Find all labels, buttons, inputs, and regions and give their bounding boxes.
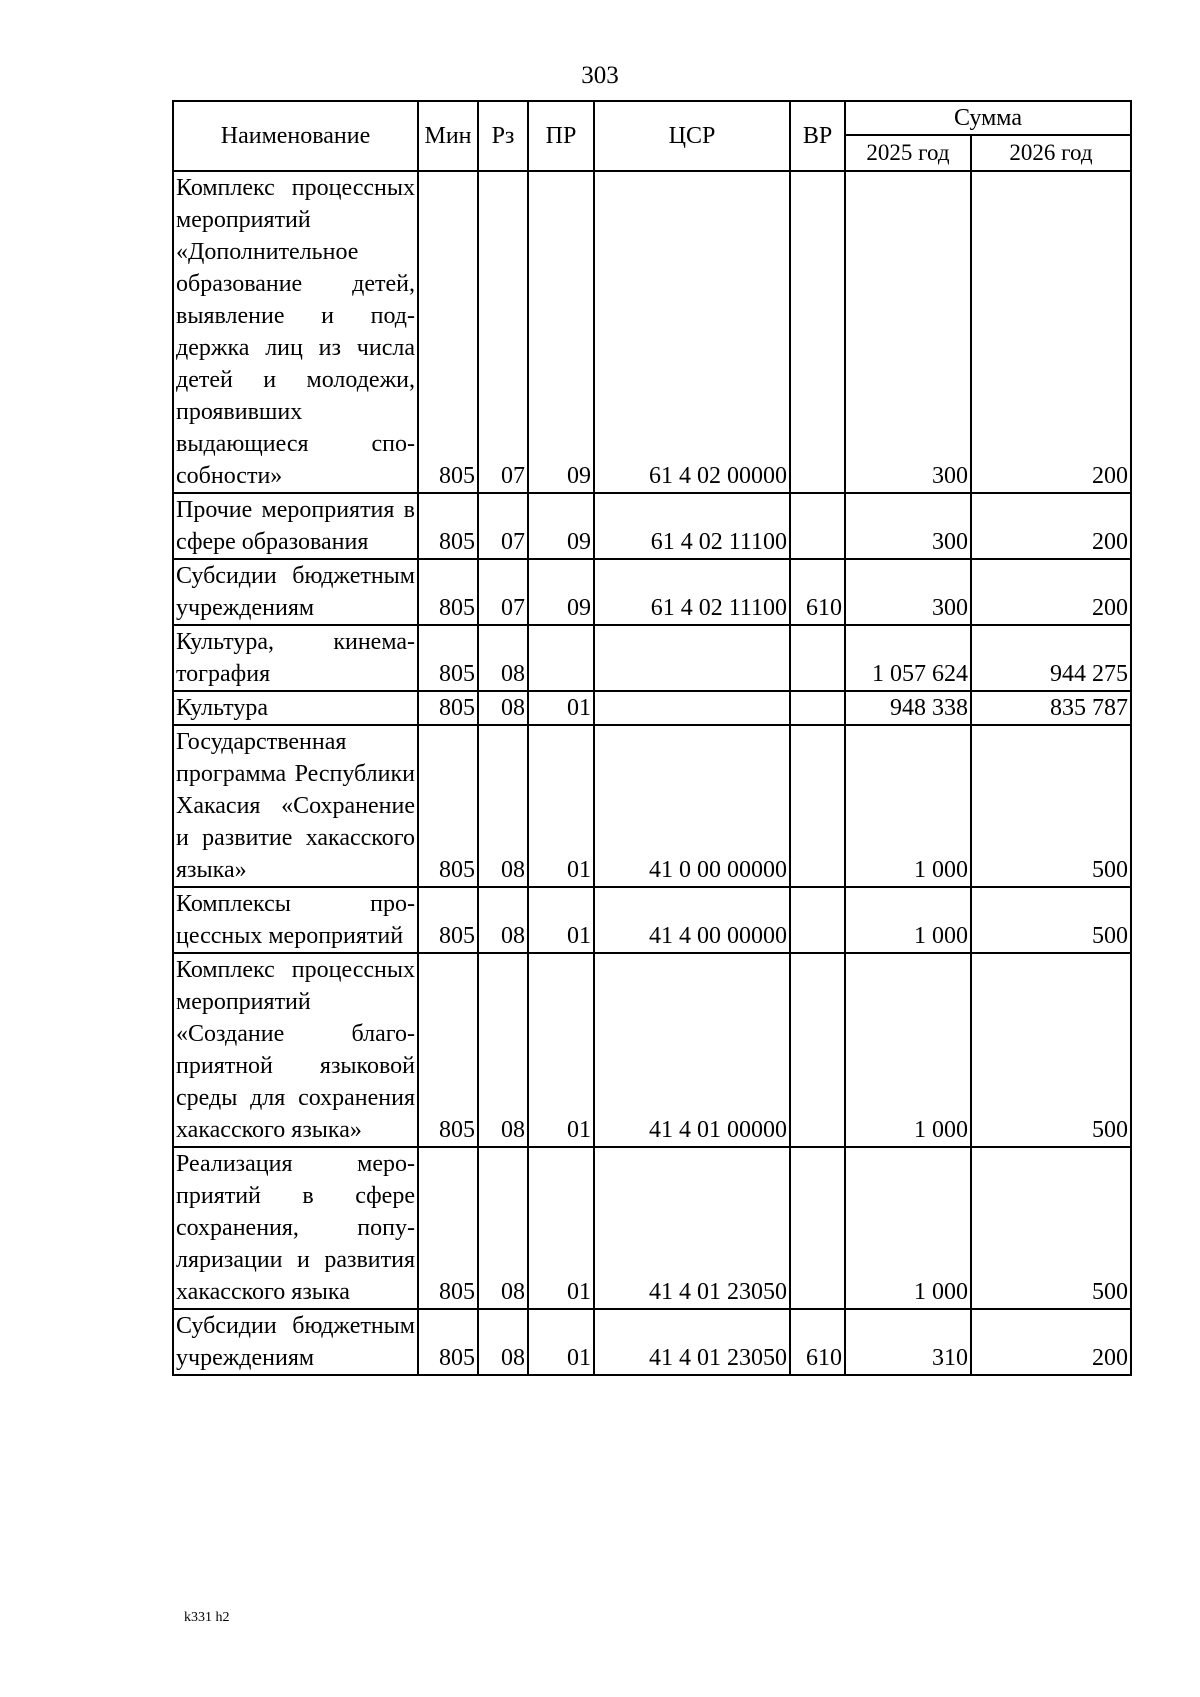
cell-min: 805 (418, 953, 478, 1147)
cell-min: 805 (418, 493, 478, 559)
cell-2025: 300 (845, 171, 971, 493)
cell-pr: 01 (528, 1147, 594, 1309)
cell-2026: 944 275 (971, 625, 1131, 691)
table-row (173, 1309, 1131, 1375)
cell-vr (790, 691, 845, 725)
cell-min: 805 (418, 625, 478, 691)
cell-vr (790, 953, 845, 1147)
cell-min: 805 (418, 725, 478, 887)
cell-name: Реализация мероприятий в сфере сохранения, популяризации и развития хакасского языка (173, 1147, 418, 1309)
cell-name: Комплексы процессных мероприятий (173, 887, 418, 953)
cell-vr (790, 625, 845, 691)
cell-rz: 07 (478, 171, 528, 493)
cell-pr: 09 (528, 559, 594, 625)
header-min: Мин (418, 101, 478, 171)
table-row (173, 171, 1131, 493)
cell-2026: 200 (971, 1309, 1131, 1375)
cell-2025: 1 057 624 (845, 625, 971, 691)
header-year-2026: 2026 год (971, 135, 1131, 171)
cell-vr (790, 1147, 845, 1309)
table-body (173, 171, 1131, 1375)
cell-2026: 200 (971, 559, 1131, 625)
table-row (173, 953, 1131, 1147)
footer-code: k331 h2 (184, 1610, 230, 1625)
cell-pr: 09 (528, 493, 594, 559)
cell-name: Комплекс процессных мероприятий «Дополнительное образование детей, выявление и поддержка лиц из числа детей и молодежи, проявивших выдающиеся способности» (173, 171, 418, 493)
table-row (173, 725, 1131, 887)
table-row (173, 625, 1131, 691)
cell-2026: 500 (971, 953, 1131, 1147)
header-sum: Сумма (845, 101, 1131, 135)
cell-name: Субсидии бюджетным учреждениям (173, 1309, 418, 1375)
table-row (173, 1147, 1131, 1309)
cell-name: Государственная программа Республики Хакасия «Сохранение и развитие хакасского языка» (173, 725, 418, 887)
cell-pr: 01 (528, 953, 594, 1147)
cell-rz: 08 (478, 1309, 528, 1375)
cell-vr (790, 887, 845, 953)
cell-csr: 41 4 01 23050 (594, 1309, 790, 1375)
header-pr: ПР (528, 101, 594, 171)
cell-2026: 200 (971, 171, 1131, 493)
table-header (173, 101, 1131, 171)
header-vr: ВР (790, 101, 845, 171)
cell-min: 805 (418, 559, 478, 625)
cell-vr (790, 171, 845, 493)
table-row (173, 691, 1131, 725)
cell-csr: 41 4 01 23050 (594, 1147, 790, 1309)
cell-pr: 01 (528, 725, 594, 887)
cell-vr: 610 (790, 1309, 845, 1375)
cell-2025: 948 338 (845, 691, 971, 725)
table-row (173, 887, 1131, 953)
header-year-2025: 2025 год (845, 135, 971, 171)
table-row (173, 559, 1131, 625)
cell-2025: 1 000 (845, 887, 971, 953)
cell-rz: 07 (478, 493, 528, 559)
cell-2025: 300 (845, 559, 971, 625)
cell-csr (594, 691, 790, 725)
cell-vr (790, 725, 845, 887)
cell-2026: 500 (971, 725, 1131, 887)
header-csr: ЦСР (594, 101, 790, 171)
cell-2026: 500 (971, 887, 1131, 953)
cell-name: Культура (173, 691, 418, 725)
cell-2025: 1 000 (845, 953, 971, 1147)
cell-rz: 08 (478, 691, 528, 725)
cell-pr: 01 (528, 887, 594, 953)
cell-2026: 200 (971, 493, 1131, 559)
cell-2025: 1 000 (845, 1147, 971, 1309)
cell-csr: 41 0 00 00000 (594, 725, 790, 887)
cell-pr: 01 (528, 691, 594, 725)
cell-min: 805 (418, 887, 478, 953)
cell-pr (528, 625, 594, 691)
cell-2025: 1 000 (845, 725, 971, 887)
cell-rz: 08 (478, 1147, 528, 1309)
cell-rz: 07 (478, 559, 528, 625)
cell-min: 805 (418, 1147, 478, 1309)
cell-rz: 08 (478, 625, 528, 691)
cell-csr: 41 4 00 00000 (594, 887, 790, 953)
cell-rz: 08 (478, 725, 528, 887)
cell-csr (594, 625, 790, 691)
cell-pr: 09 (528, 171, 594, 493)
cell-name: Субсидии бюджетным учреждениям (173, 559, 418, 625)
cell-vr (790, 493, 845, 559)
cell-name: Культура, кинематография (173, 625, 418, 691)
cell-csr: 41 4 01 00000 (594, 953, 790, 1147)
cell-min: 805 (418, 691, 478, 725)
header-rz: Рз (478, 101, 528, 171)
cell-rz: 08 (478, 887, 528, 953)
cell-rz: 08 (478, 953, 528, 1147)
cell-csr: 61 4 02 11100 (594, 559, 790, 625)
cell-name: Прочие мероприятия в сфере образования (173, 493, 418, 559)
cell-csr: 61 4 02 11100 (594, 493, 790, 559)
cell-csr: 61 4 02 00000 (594, 171, 790, 493)
header-name: Наименование (173, 101, 418, 171)
page-number: 303 (581, 62, 619, 89)
cell-2026: 500 (971, 1147, 1131, 1309)
cell-name: Комплекс процессных мероприятий «Создание благоприятной языковой среды для сохранения хакасского языка» (173, 953, 418, 1147)
cell-2025: 300 (845, 493, 971, 559)
cell-2026: 835 787 (971, 691, 1131, 725)
budget-table (172, 100, 1132, 1376)
table-row (173, 493, 1131, 559)
cell-min: 805 (418, 1309, 478, 1375)
cell-vr: 610 (790, 559, 845, 625)
cell-2025: 310 (845, 1309, 971, 1375)
cell-pr: 01 (528, 1309, 594, 1375)
cell-min: 805 (418, 171, 478, 493)
